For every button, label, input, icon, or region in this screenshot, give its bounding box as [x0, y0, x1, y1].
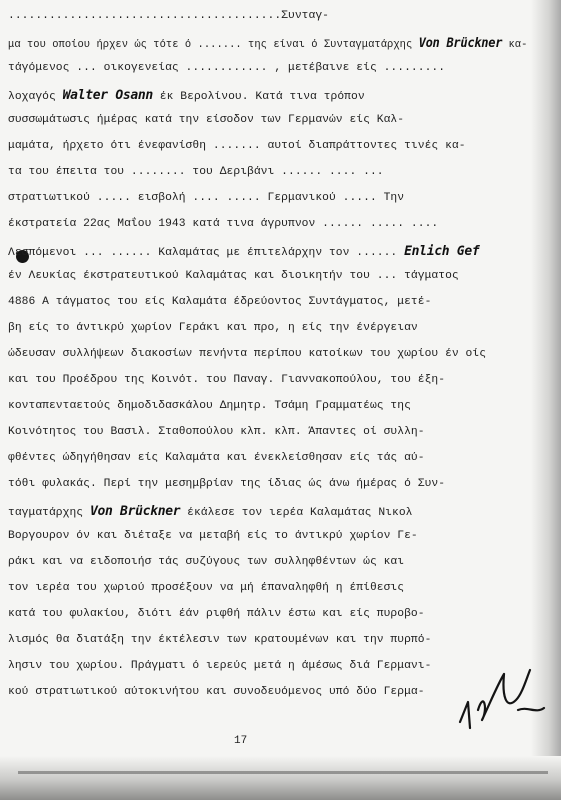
text-line: λοχαγός Walter Osann έκ Βερολίνου. Κατά τινα τρόπον: [8, 88, 365, 103]
text-line: ράκι και να ειδοποιήσ τάς συζύγους των συλληφθέντων ώς και: [8, 556, 405, 568]
page-bottom-shadow: [0, 756, 561, 800]
text-line: συσσωμάτωσις ήμέρας κατά την είσοδον των Γερμανών είς Καλ-: [8, 114, 405, 126]
text-line: λισμός θα διατάξη την έκτέλεσιν των κρατουμένων και την πυρπό-: [8, 634, 432, 646]
text-line: τον ιερέα του χωριού προσέξουν να μή έπαναληφθή η έπίθεσις: [8, 582, 405, 594]
text-line: ταγματάρχης Von Brückner έκάλεσε τον ιερέα Καλαμάτας Νικολ: [8, 504, 413, 519]
handwritten-name: Enlich Gef: [404, 244, 480, 259]
text-line: τάγόμενος ... οικογενείας ............ , μετέβαινε είς .........: [8, 62, 446, 74]
text-line: μαμάτα, ήρχετο ότι ένεφανίσθη ....... αυτοί διαπράττοντες τινές κα-: [8, 140, 466, 152]
text-line: ώδευσαν συλλήψεων διακοσίων πενήντα περίπου κατοίκων του χωρίου έν οίς: [8, 348, 487, 360]
text-line: έν Λευκίας έκστρατευτικού Καλαμάτας και διοικητήν του ... τάγματος: [8, 270, 459, 282]
handwritten-name: Von Brückner: [418, 36, 503, 51]
text-line: στρατιωτικού ..... εισβολή .... ..... Γερμανικού ..... Την: [8, 192, 405, 204]
text-line: και του Προέδρου της Κοινότ. του Παναγ. Γιαννακοπούλου, του έξη-: [8, 374, 446, 386]
text-line: μα του οποίου ήρχεν ώς τότε ό ....... της είναι ό Συνταγματάρχης Von Brückner κα-: [8, 36, 528, 51]
text-line: τα του έπειτα του ........ του Δεριβάνι ...... .... ...: [8, 166, 384, 178]
handwritten-name: Walter Osann: [62, 88, 153, 103]
page-number: 17: [234, 735, 248, 747]
text-line: ........................................Συνταγ-: [8, 10, 329, 22]
text-line: Λεσπόμενοι ... ...... Καλαμάτας με έπιτελάρχην τον ...... Enlich Gef: [8, 244, 480, 259]
page-bottom-edge: [18, 771, 548, 774]
text-line: έκστρατεία 22ας Μαΐου 1943 κατά τινα άγρυπνον ...... ..... ....: [8, 218, 439, 230]
text-line: βη είς το άντικρύ χωρίον Γεράκι και προ, η είς την ένέργειαν: [8, 322, 418, 334]
handwritten-name: Von Brückner: [89, 504, 181, 519]
margin-signature-icon: [448, 650, 548, 740]
text-line: κονταπενταετούς δημοδιδασκάλου Δημητρ. Τσάμη Γραμματέως της: [8, 400, 411, 412]
text-line: φθέντες ώδηγήθησαν είς Καλαμάτα και ένεκλείσθησαν είς τάς αύ-: [8, 452, 425, 464]
text-line: κατά του φυλακίου, διότι έάν ριφθή πάλιν έστω και είς πυροβο-: [8, 608, 425, 620]
text-line: τόθι φυλακάς. Περί την μεσημβρίαν της ίδιας ώς άνω ήμέρας ό Συν-: [8, 478, 446, 490]
text-line: 4886 Α τάγματος του είς Καλαμάτα έδρεύοντος Συντάγματος, μετέ-: [8, 296, 432, 308]
text-line: κού στρατιωτικού αύτοκινήτου και συνοδευόμενος υπό δύο Γερμα-: [8, 686, 425, 698]
text-line: Κοινότητος του Βασιλ. Σταθοπούλου κλπ. κλπ. Άπαντες οί συλλη-: [8, 426, 425, 438]
text-line: λησιν του χωρίου. Πράγματι ό ιερεύς μετά η άμέσως διά Γερμανι-: [8, 660, 432, 672]
text-line: Βοργουρον όν και διέταξε να μεταβή είς το άντικρύ χωρίον Γε-: [8, 530, 418, 542]
